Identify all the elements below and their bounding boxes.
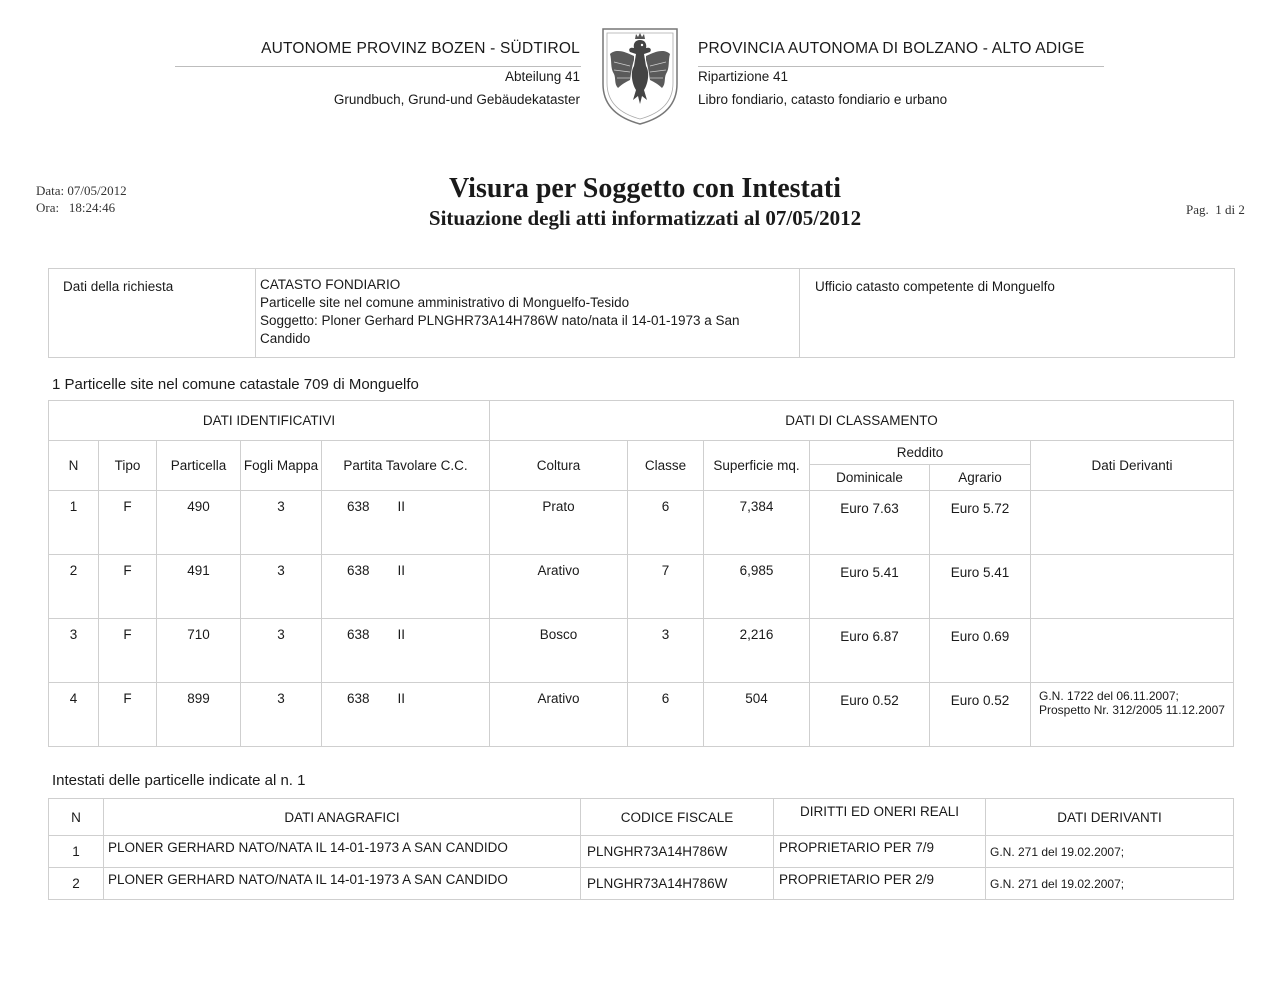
request-line-catasto: CATASTO FONDIARIO (260, 277, 401, 292)
col-coltura: Coltura (490, 441, 628, 491)
cell-agrario: Euro 5.41 (930, 555, 1031, 619)
table-row (49, 555, 1234, 619)
cell-superficie: 6,985 (704, 555, 810, 619)
cell-classe: 7 (628, 555, 704, 619)
cell-superficie: 2,216 (704, 619, 810, 683)
cell-particella: 490 (157, 491, 241, 555)
cell-agrario: Euro 5.72 (930, 491, 1031, 555)
partita-cc: II (397, 499, 406, 514)
header-right-office: Libro fondiario, catasto fondiario e urbano (698, 92, 948, 107)
cell-n: 3 (49, 619, 99, 683)
cell-dominicale: Euro 5.41 (810, 555, 930, 619)
cell-partita (322, 619, 490, 683)
request-line-comune: Particelle site nel comune amministrativo di Monguelfo-Tesido (260, 295, 630, 310)
partita-number: 638 (347, 691, 370, 706)
cell-n: 1 (49, 491, 99, 555)
cell-tipo: F (99, 491, 157, 555)
col-partita: Partita Tavolare C.C. (322, 441, 490, 491)
partita-cc: II (397, 691, 406, 706)
cell-dominicale: Euro 7.63 (810, 491, 930, 555)
partita-number: 638 (347, 563, 370, 578)
col-fogli-mappa: Fogli Mappa (241, 441, 322, 491)
cell-tipo: F (99, 619, 157, 683)
cell-tipo: F (99, 555, 157, 619)
group-dati-identificativi: DATI IDENTIFICATIVI (49, 401, 490, 441)
col-particella: Particella (157, 441, 241, 491)
cell-fogli: 3 (241, 555, 322, 619)
tyrolean-eagle-coat-of-arms-icon (600, 26, 680, 126)
document-subtitle: Situazione degli atti informatizzati al 07/05/2012 (428, 206, 862, 230)
cell-coltura: Prato (490, 491, 628, 555)
cell-derivanti (1031, 619, 1234, 683)
cell-n: 2 (49, 868, 104, 900)
col-diritti: DIRITTI ED ONERI REALI (774, 799, 986, 836)
col-reddito: Reddito (810, 441, 1031, 465)
cell-n: 4 (49, 683, 99, 747)
cell-particella: 491 (157, 555, 241, 619)
document-title: Visura per Soggetto con Intestati (449, 173, 841, 204)
group-dati-classamento: DATI DI CLASSAMENTO (490, 401, 1234, 441)
parcels-section-title: 1 Particelle site nel comune catastale 709 di Monguelfo (52, 376, 419, 393)
header-left-office: Grundbuch, Grund-und Gebäudekataster (333, 92, 580, 107)
header-rule-right (698, 66, 1104, 67)
table-row (49, 619, 1234, 683)
request-details (256, 269, 800, 358)
request-line-soggetto: Soggetto: Ploner Gerhard PLNGHR73A14H786W nato/nata il 14-01-1973 a San Candido (260, 313, 740, 346)
table-row (49, 683, 1234, 747)
cell-particella: 710 (157, 619, 241, 683)
cell-coltura: Arativo (490, 555, 628, 619)
col-tipo: Tipo (99, 441, 157, 491)
cell-dominicale: Euro 0.52 (810, 683, 930, 747)
cell-derivanti (1031, 555, 1234, 619)
cell-fogli: 3 (241, 619, 322, 683)
col-dati-derivanti: Dati Derivanti (1031, 441, 1234, 491)
col-dominicale: Dominicale (810, 465, 930, 491)
owners-table (48, 798, 1234, 900)
cell-codice-fiscale: PLNGHR73A14H786W (581, 836, 774, 868)
partita-cc: II (397, 627, 406, 642)
cell-derivanti (1031, 491, 1234, 555)
header-left-title: AUTONOME PROVINZ BOZEN - SÜDTIROL (261, 40, 580, 57)
col-superficie: Superficie mq. (704, 441, 810, 491)
cell-tipo: F (99, 683, 157, 747)
cell-anagrafici: PLONER GERHARD NATO/NATA IL 14-01-1973 A SAN CANDIDO (104, 836, 581, 868)
cell-diritti: PROPRIETARIO PER 7/9 (774, 836, 986, 868)
partita-number: 638 (347, 627, 370, 642)
cell-classe: 6 (628, 683, 704, 747)
owners-section-title: Intestati delle particelle indicate al n. 1 (52, 772, 306, 789)
page-number: Pag. 1 di 2 (1186, 202, 1245, 217)
col-dati-derivanti: DATI DERIVANTI (986, 799, 1234, 836)
cell-n: 1 (49, 836, 104, 868)
cell-agrario: Euro 0.52 (930, 683, 1031, 747)
request-table (48, 268, 1235, 358)
cell-codice-fiscale: PLNGHR73A14H786W (581, 868, 774, 900)
header-right-title: PROVINCIA AUTONOMA DI BOLZANO - ALTO ADIGE (698, 40, 1085, 57)
cell-partita (322, 491, 490, 555)
request-label: Dati della richiesta (49, 269, 256, 358)
cell-classe: 6 (628, 491, 704, 555)
cell-anagrafici: PLONER GERHARD NATO/NATA IL 14-01-1973 A SAN CANDIDO (104, 868, 581, 900)
col-agrario: Agrario (930, 465, 1031, 491)
cell-fogli: 3 (241, 683, 322, 747)
col-dati-anagrafici: DATI ANAGRAFICI (104, 799, 581, 836)
header-left-dept: Abteilung 41 (504, 69, 580, 84)
cell-superficie: 7,384 (704, 491, 810, 555)
cell-classe: 3 (628, 619, 704, 683)
request-office: Ufficio catasto competente di Monguelfo (800, 269, 1235, 358)
cell-superficie: 504 (704, 683, 810, 747)
print-time: Ora: 18:24:46 (36, 200, 116, 215)
cell-partita (322, 555, 490, 619)
cell-fogli: 3 (241, 491, 322, 555)
parcels-table (48, 400, 1234, 747)
col-classe: Classe (628, 441, 704, 491)
header-right-dept: Ripartizione 41 (698, 69, 789, 84)
col-n: N (49, 799, 104, 836)
cell-coltura: Bosco (490, 619, 628, 683)
partita-number: 638 (347, 499, 370, 514)
cell-particella: 899 (157, 683, 241, 747)
cell-derivanti: G.N. 1722 del 06.11.2007; Prospetto Nr. 312/2005 11.12.2007 (1031, 683, 1234, 747)
table-row (49, 868, 1234, 900)
partita-cc: II (397, 563, 406, 578)
cell-coltura: Arativo (490, 683, 628, 747)
cell-dominicale: Euro 6.87 (810, 619, 930, 683)
col-n: N (49, 441, 99, 491)
cell-diritti: PROPRIETARIO PER 2/9 (774, 868, 986, 900)
cell-agrario: Euro 0.69 (930, 619, 1031, 683)
header-rule-left (175, 66, 581, 67)
cell-partita (322, 683, 490, 747)
print-date: Data: 07/05/2012 (36, 183, 127, 198)
cell-derivanti: G.N. 271 del 19.02.2007; (986, 868, 1234, 900)
col-codice-fiscale: CODICE FISCALE (581, 799, 774, 836)
cell-derivanti: G.N. 271 del 19.02.2007; (986, 836, 1234, 868)
table-row (49, 491, 1234, 555)
cell-n: 2 (49, 555, 99, 619)
table-row (49, 836, 1234, 868)
